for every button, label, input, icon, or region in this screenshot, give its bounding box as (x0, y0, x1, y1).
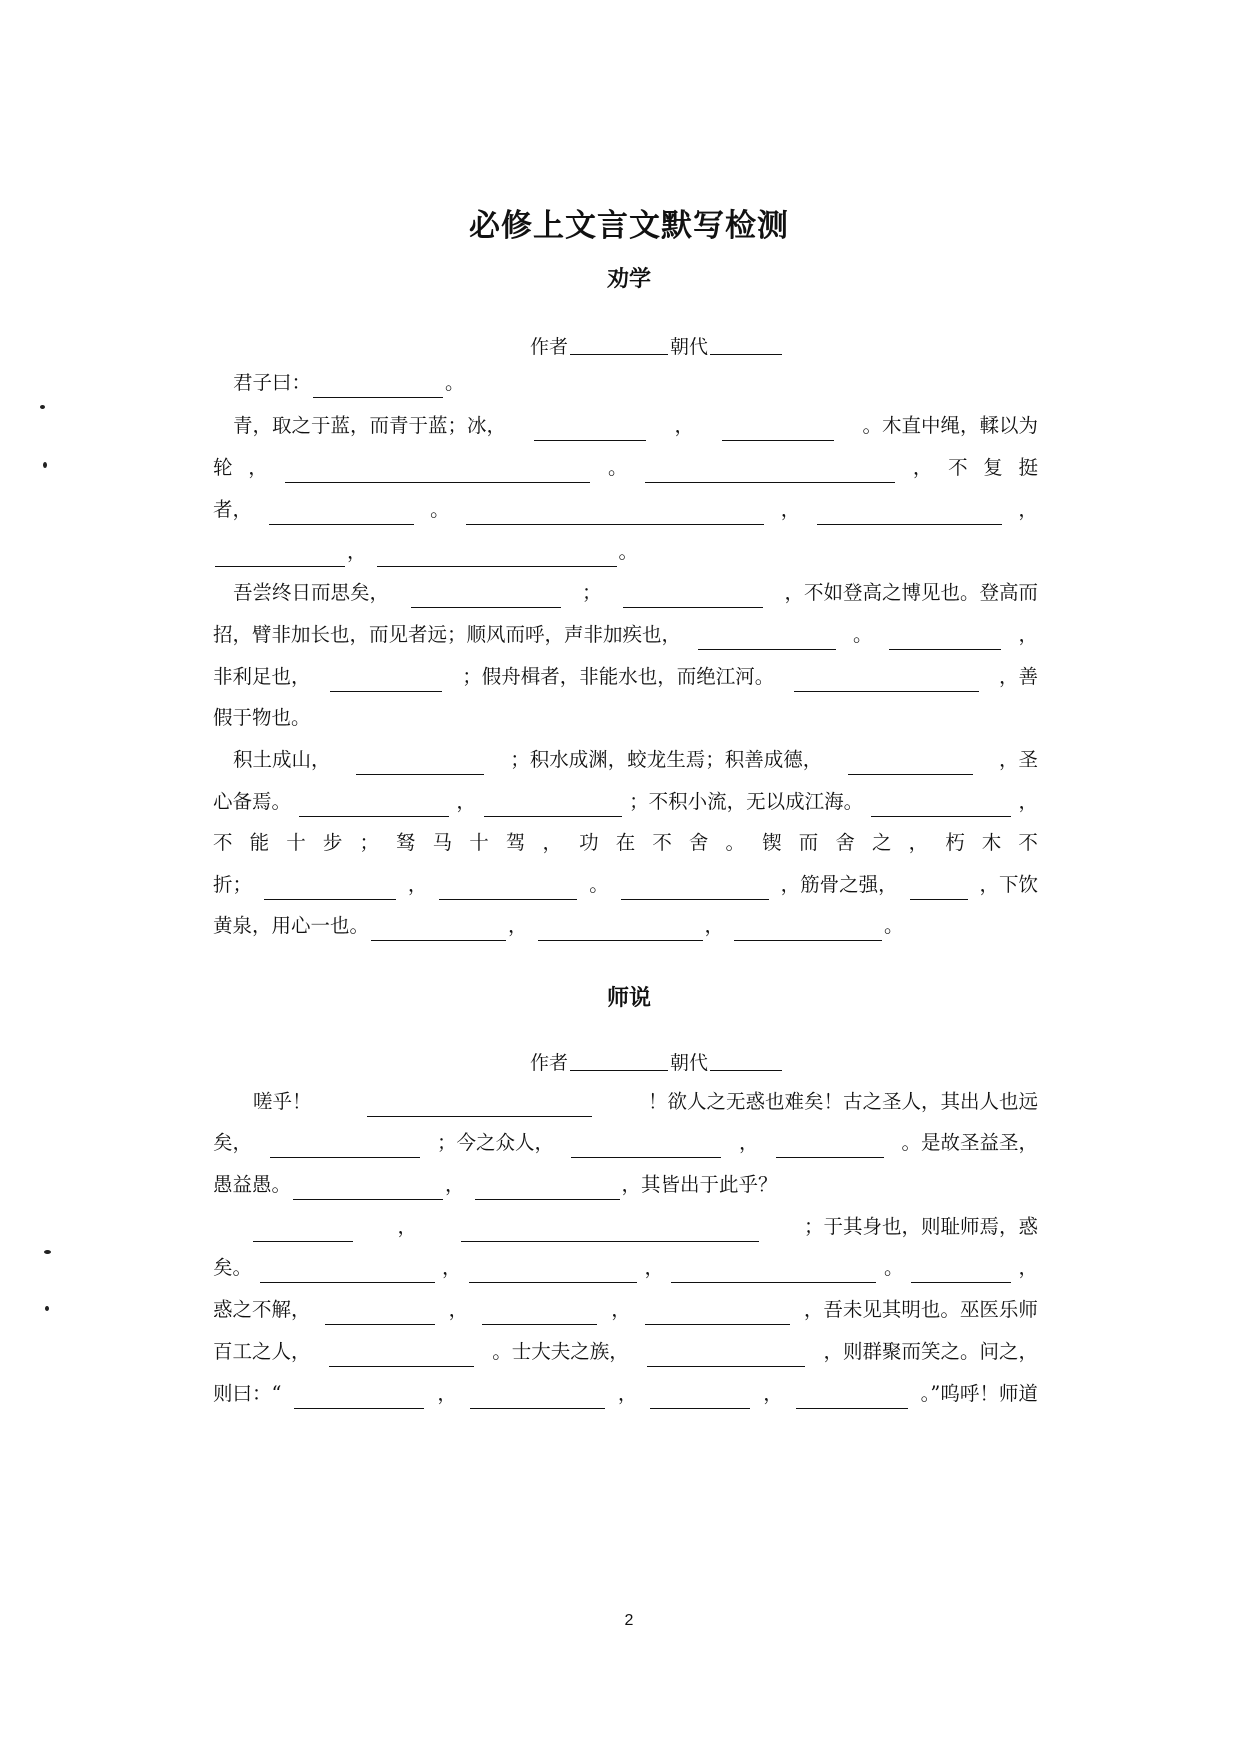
line-char: 在 (615, 831, 636, 854)
line-text: ，筋骨之强， (780, 873, 898, 896)
line-char: 之 (871, 831, 892, 854)
line-text: 百工之人， (213, 1340, 311, 1363)
fill-blank[interactable] (482, 1302, 597, 1325)
line-text: 非利足也， (213, 665, 311, 688)
line-text: ， (407, 873, 428, 896)
text-line (213, 411, 1038, 441)
line-text: 轮 (213, 456, 233, 479)
line-text: ，圣 (998, 748, 1038, 771)
line-text: 。是故圣益圣， (901, 1131, 1038, 1154)
line-text: ， (448, 1298, 469, 1321)
fill-blank[interactable] (299, 794, 449, 817)
line-text: ， (617, 1382, 638, 1405)
line-text: 。士大夫之族， (492, 1340, 629, 1363)
fill-blank[interactable] (734, 918, 882, 941)
line-text: 矣， (213, 1131, 253, 1154)
fill-blank[interactable] (269, 502, 414, 525)
fill-blank[interactable] (848, 752, 973, 775)
line-text: 则曰：“ (213, 1382, 282, 1405)
line-text: 。 (618, 540, 639, 563)
fill-blank[interactable] (313, 375, 443, 398)
fill-blank[interactable] (871, 794, 1011, 817)
line-char: 不 (652, 831, 672, 854)
text-line (213, 1170, 1038, 1200)
fill-blank[interactable] (264, 877, 396, 900)
text-line (213, 620, 1038, 650)
line-text: ， (456, 790, 476, 813)
page-number: 2 (624, 1612, 634, 1629)
text-line (213, 703, 1038, 733)
text-line (213, 1212, 1038, 1242)
fill-blank[interactable] (377, 544, 617, 567)
line-char: ； (359, 831, 379, 854)
fill-blank[interactable] (330, 669, 442, 692)
line-text: ， (1018, 623, 1038, 646)
line-char: 舍 (835, 831, 855, 854)
text-line (213, 662, 1038, 692)
author-label: 作者 (530, 336, 569, 358)
line-text: 青，取之于蓝，而青于蓝；冰， (233, 414, 507, 437)
line-text: ； (581, 581, 602, 604)
line-text: ，善 (998, 665, 1038, 688)
fill-blank[interactable] (215, 544, 345, 567)
line-text: ；于其身也，则耻师焉，惑 (803, 1215, 1038, 1238)
line-char: 驽 (396, 831, 416, 854)
fill-blank[interactable] (796, 1386, 908, 1409)
text-line (213, 1337, 1038, 1367)
line-text: ！欲人之无惑也难矣！古之圣人，其出人也远 (647, 1090, 1038, 1113)
fill-blank[interactable] (817, 502, 1002, 525)
line-text: 。 (884, 914, 904, 937)
author-label: 作者 (530, 1052, 569, 1074)
line-text: 。 (430, 498, 450, 521)
fill-blank[interactable] (698, 627, 836, 650)
fill-blank[interactable] (470, 1386, 605, 1409)
line-text: ， (611, 1298, 631, 1321)
line-text: 黄泉，用心一也。 (213, 914, 370, 937)
line-char: 功 (579, 831, 599, 854)
line-text: 矣。 (213, 1256, 253, 1279)
line-char: 不 (213, 831, 233, 854)
line-char: 。 (725, 831, 746, 854)
text-line (213, 368, 1038, 398)
line-text: 心备焉。 (213, 790, 292, 813)
text-line (213, 870, 1038, 900)
line-char: 不 (1018, 831, 1038, 854)
line-text: ， (445, 1173, 465, 1196)
line-text: 。木直中绳，輮以为 (862, 414, 1038, 437)
line-char: 能 (249, 831, 270, 854)
fill-blank[interactable] (475, 1177, 620, 1200)
fill-blank[interactable] (461, 1219, 759, 1242)
line-text: ， (738, 1131, 759, 1154)
line-text: 君子曰： (233, 371, 312, 394)
line-char: 步 (322, 831, 343, 854)
text-line (213, 828, 1038, 858)
line-text: ， (674, 414, 694, 437)
text-line (213, 1087, 1038, 1117)
fill-blank[interactable] (889, 627, 1001, 650)
line-text: 者， (213, 498, 253, 521)
line-text: ；不积小流，无以成江海。 (629, 790, 864, 813)
fill-blank[interactable] (270, 1135, 420, 1158)
line-char: 锲 (762, 831, 782, 854)
line-text: 招，臂非加长也，而见者远；顺风而呼，声非加疾也， (213, 623, 682, 646)
line-char: 马 (432, 831, 453, 854)
text-line (213, 537, 1038, 567)
page-title: 必修上文言文默写检测 (469, 208, 789, 244)
text-line (213, 578, 1038, 608)
fill-blank[interactable] (722, 418, 834, 441)
text-line (213, 1128, 1038, 1158)
fill-blank[interactable] (621, 877, 769, 900)
line-text: ；假舟楫者，非能水也，而绝江河。 (462, 665, 775, 688)
line-text: ， (347, 540, 367, 563)
fill-blank[interactable] (671, 1260, 876, 1283)
line-text: 嗟乎！ (253, 1090, 312, 1113)
fill-blank[interactable] (911, 1260, 1011, 1283)
fill-blank[interactable] (294, 1386, 424, 1409)
fill-blank[interactable] (356, 752, 484, 775)
author-blank[interactable] (570, 1070, 668, 1071)
text-line (213, 453, 1038, 483)
fill-blank[interactable] (329, 1344, 474, 1367)
line-text: 。 (883, 1256, 904, 1279)
line-text: 。 (589, 873, 609, 896)
fill-blank[interactable] (469, 1260, 637, 1283)
fill-blank[interactable] (571, 1135, 721, 1158)
fill-blank[interactable] (794, 669, 979, 692)
line-char: 木 (981, 831, 1002, 854)
line-char: 朽 (945, 831, 965, 854)
fill-blank[interactable] (538, 918, 703, 941)
line-char: 舍 (688, 831, 709, 854)
fill-blank[interactable] (439, 877, 577, 900)
line-char: 而 (798, 831, 819, 854)
line-char: 十 (469, 831, 489, 854)
line-text: 不 (948, 456, 968, 479)
line-text: ， (644, 1256, 664, 1279)
line-text: ， (704, 914, 725, 937)
text-line (213, 1253, 1038, 1283)
dynasty-label: 朝代 (670, 336, 709, 358)
fill-blank[interactable] (466, 502, 764, 525)
fill-blank[interactable] (645, 460, 895, 483)
text-line (213, 1379, 1038, 1409)
line-text: ， (508, 914, 528, 937)
fill-blank[interactable] (650, 1386, 750, 1409)
dynasty-blank[interactable] (710, 354, 782, 355)
section-heading-shi-shuo: 师说 (606, 986, 651, 1011)
line-text: ， (1018, 1256, 1038, 1279)
line-text: ，不如登高之博见也。登高而 (784, 581, 1038, 604)
line-text: 积土成山， (233, 748, 331, 771)
line-text: 惑之不解， (213, 1298, 311, 1321)
line-text: ， (763, 1382, 783, 1405)
text-line (213, 495, 1038, 525)
line-text: ，其皆出于此乎？ (621, 1173, 778, 1196)
line-text: 。 (445, 371, 465, 394)
line-text: 挺 (1018, 456, 1038, 479)
fill-blank[interactable] (623, 585, 763, 608)
text-line (213, 911, 1038, 941)
fill-blank[interactable] (484, 794, 622, 817)
section-heading-quan-xue: 劝学 (606, 267, 651, 292)
line-text: 愚益愚。 (213, 1173, 292, 1196)
fill-blank[interactable] (411, 585, 561, 608)
line-char: 十 (286, 831, 306, 854)
line-char: ， (908, 831, 929, 854)
fill-blank[interactable] (647, 1344, 805, 1367)
scan-speck (43, 462, 47, 468)
line-text: 折； (213, 873, 253, 896)
line-text: ；积水成渊，蛟龙生焉；积善成德， (510, 748, 823, 771)
line-text: 吾尝终日而思矣， (233, 581, 390, 604)
text-line (213, 1295, 1038, 1325)
author-blank[interactable] (570, 354, 668, 355)
line-text: ， (912, 456, 933, 479)
fill-blank[interactable] (260, 1260, 435, 1283)
fill-blank[interactable] (325, 1302, 435, 1325)
dynasty-label: 朝代 (670, 1052, 709, 1074)
line-text: 复 (983, 456, 1003, 479)
line-text: ，下饮 (979, 873, 1038, 896)
line-text: ， (437, 1382, 457, 1405)
line-text: ，则群聚而笑之。问之， (823, 1340, 1038, 1363)
scan-speck (45, 1306, 49, 1311)
text-line (213, 745, 1038, 775)
author-dynasty-line (530, 1048, 784, 1075)
fill-blank[interactable] (293, 1177, 443, 1200)
scan-speck (44, 1250, 51, 1254)
fill-blank[interactable] (776, 1135, 884, 1158)
line-text: 。 (852, 623, 873, 646)
line-text: ， (248, 456, 268, 479)
line-text: 。 (608, 456, 628, 479)
fill-blank[interactable] (371, 918, 506, 941)
line-text: 。”呜呼！师道 (920, 1382, 1038, 1405)
fill-blank[interactable] (367, 1094, 592, 1117)
line-text: ， (780, 498, 801, 521)
line-text: ，吾未见其明也。巫医乐师 (803, 1298, 1038, 1321)
line-text: ， (1018, 790, 1038, 813)
fill-blank[interactable] (253, 1219, 353, 1242)
line-char: ， (542, 831, 562, 854)
fill-blank[interactable] (910, 877, 968, 900)
dynasty-blank[interactable] (710, 1070, 782, 1071)
line-text: ， (397, 1215, 417, 1238)
line-text: 假于物也。 (213, 706, 311, 729)
text-line (213, 787, 1038, 817)
line-text: ， (441, 1256, 462, 1279)
line-char: 驾 (505, 831, 526, 854)
line-text: ， (1018, 498, 1038, 521)
line-text: ；今之众人， (436, 1131, 554, 1154)
scan-speck (40, 405, 45, 409)
author-dynasty-line (530, 332, 784, 359)
fill-blank[interactable] (285, 460, 590, 483)
fill-blank[interactable] (645, 1302, 790, 1325)
fill-blank[interactable] (534, 418, 646, 441)
